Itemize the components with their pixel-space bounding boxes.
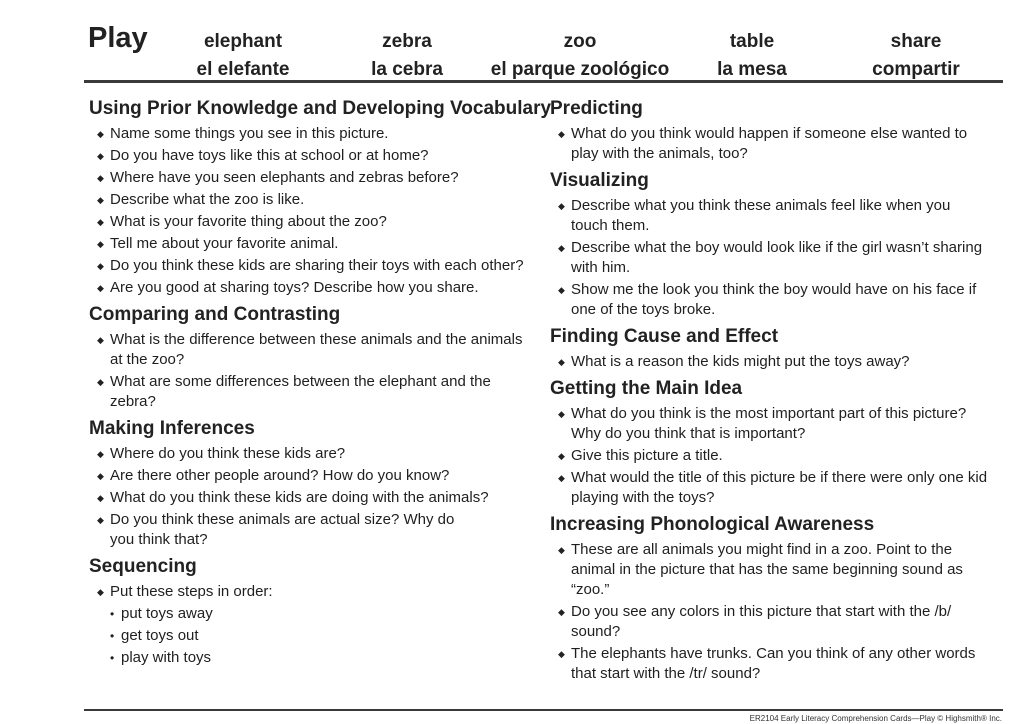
section-main-idea [550,376,990,508]
section-heading: Comparing and Contrasting [89,304,341,325]
section-prior-knowledge [89,96,552,298]
question-item: ◆ Describe what the zoo is like. [89,190,539,210]
left-column [89,96,552,672]
section-heading: Increasing Phonological Awareness [550,514,875,535]
right-column [550,96,990,688]
question-item: ◆ What is a reason the kids might put the toys away? [550,352,990,372]
vocab-share [861,28,971,84]
vocab-elephant [183,28,303,84]
question-item: ◆ Are you good at sharing toys? Describe how you share. [89,278,539,298]
question-item: ◆ Show me the look you think the boy would have on his face if one of the toys broke. [550,280,990,320]
section-inferences [89,416,539,550]
vocab-es: el elefante [196,59,290,80]
question-item: ◆ What is the difference between these animals and the animals at the zoo? [89,330,539,370]
vocab-zebra [352,28,462,84]
question-item: ◆ These are all animals you might find in a zoo. Point to the animal in the picture that has the same beginning sound as “zoo.” [550,540,990,600]
section-heading: Getting the Main Idea [550,378,743,399]
vocab-es: el parque zoológico [490,59,670,80]
header-divider [84,80,1003,83]
section-comparing [89,302,539,412]
section-phonological [550,512,990,684]
section-heading: Using Prior Knowledge and Developing Vocabulary [89,98,552,119]
section-heading: Making Inferences [89,418,255,439]
question-item: ◆ Do you think these animals are actual size? Why do you think that? [89,510,539,550]
question-item: ◆ What would the title of this picture be if there were only one kid playing with the toys? [550,468,990,508]
question-item: ◆ Are there other people around? How do you know? [89,466,539,486]
question-item: ◆ What do you think would happen if someone else wanted to play with the animals, too? [550,124,990,164]
vocab-en: elephant [203,31,283,52]
question-item: ◆ Where do you think these kids are? [89,444,539,464]
question-list [89,124,539,298]
vocab-zoo [490,28,670,84]
question-list [550,404,990,508]
question-item: ◆ What do you think is the most important part of this picture? Why do you think that is important? [550,404,990,444]
section-cause-effect [550,324,990,372]
vocab-en: zebra [382,31,432,52]
question-item: ◆ Do you see any colors in this picture that start with the /b/ sound? [550,602,990,642]
question-item: ◆ Describe what you think these animals feel like when you touch them. [550,196,990,236]
sequence-step: • put toys away [89,604,539,624]
question-list [89,330,539,412]
question-item: ◆ Tell me about your favorite animal. [89,234,539,254]
question-item: ◆ Describe what the boy would look like if the girl wasn’t sharing with him. [550,238,990,278]
section-heading: Visualizing [550,170,649,191]
question-list [550,540,990,684]
footer-credit: ER2104 Early Literacy Comprehension Cards—Play © Highsmith® Inc. [749,714,1002,723]
vocab-table [702,28,802,84]
question-item: ◆ Do you think these kids are sharing their toys with each other? [89,256,539,276]
question-item: ◆ What are some differences between the elephant and the zebra? [89,372,539,412]
footer-divider [84,709,1003,711]
question-list [550,124,990,164]
question-item: ◆ What is your favorite thing about the zoo? [89,212,539,232]
vocab-es: la cebra [371,59,443,80]
vocab-en: share [890,31,942,52]
question-item: ◆ What do you think these kids are doing with the animals? [89,488,539,508]
question-list [89,582,539,668]
vocab-en: zoo [563,31,597,52]
section-heading: Finding Cause and Effect [550,326,779,347]
vocab-en: table [729,31,775,52]
question-item: ◆ Give this picture a title. [550,446,990,466]
question-list [550,196,990,320]
question-item: ◆ Name some things you see in this picture. [89,124,539,144]
page-title: Play [88,22,148,54]
section-predicting [550,96,990,164]
question-item: ◆ The elephants have trunks. Can you think of any other words that start with the /tr/ sound? [550,644,990,684]
section-heading: Predicting [550,98,643,119]
question-list [550,352,990,372]
vocab-es: la mesa [717,59,787,80]
question-item: ◆ Where have you seen elephants and zebras before? [89,168,539,188]
sequence-step: • get toys out [89,626,539,646]
section-heading: Sequencing [89,556,197,577]
section-visualizing [550,168,990,320]
question-item: ◆ Put these steps in order: [89,582,539,602]
sequence-step: • play with toys [89,648,539,668]
question-item: ◆ Do you have toys like this at school or at home? [89,146,539,166]
section-sequencing [89,554,539,668]
question-list [89,444,539,550]
vocab-es: compartir [872,59,960,80]
